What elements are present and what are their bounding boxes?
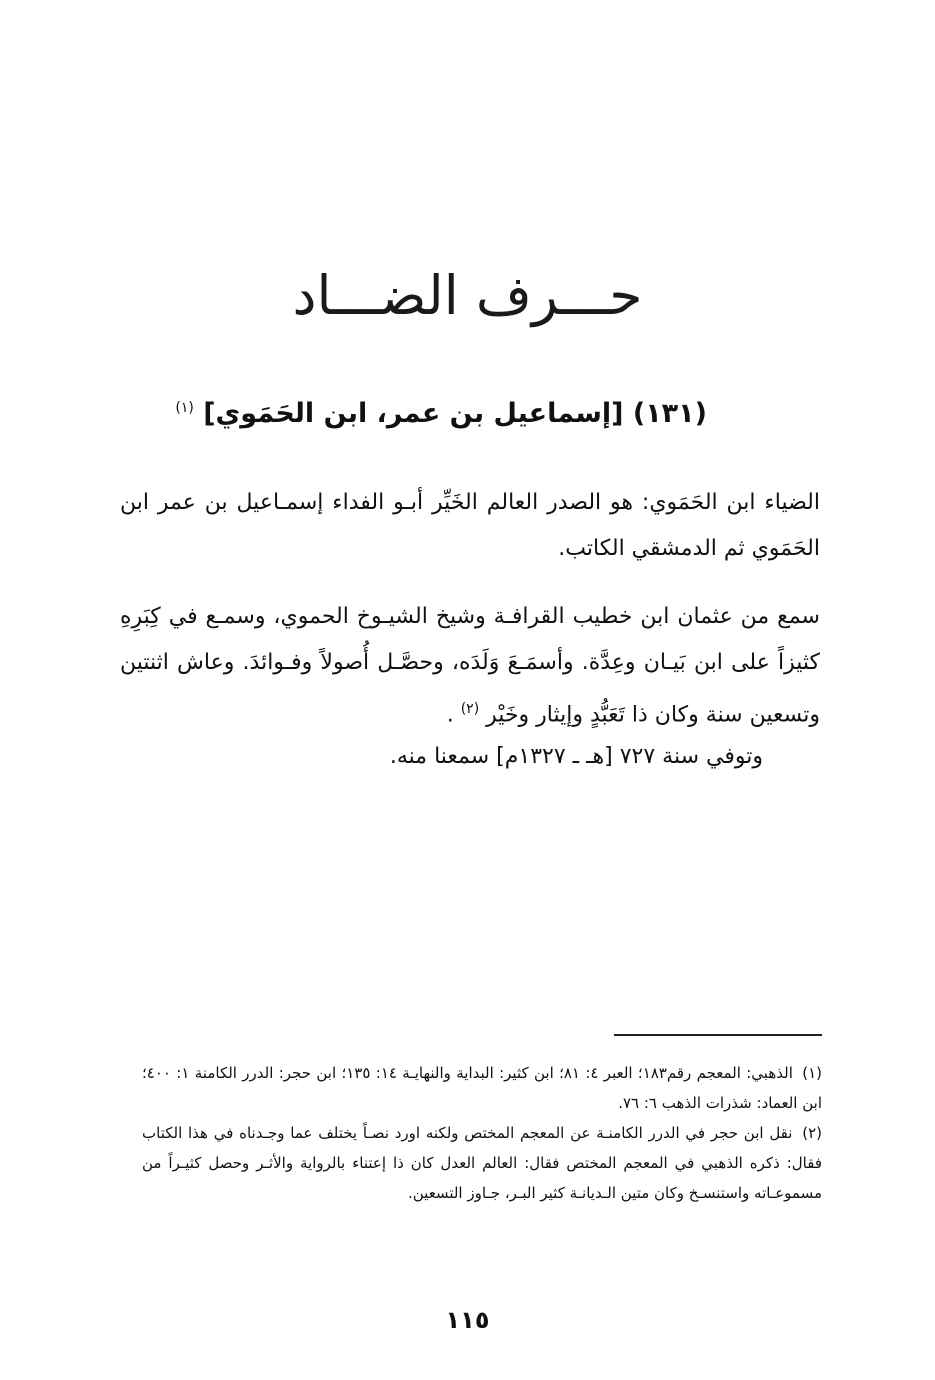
footnote-ref-2: (٢) <box>460 701 480 717</box>
entry-heading-text: (١٣١) [إسماعيل بن عمر، ابن الحَمَوي] <box>203 398 707 429</box>
footnote-1 <box>142 1058 822 1118</box>
footnote-1-number: (١) <box>802 1064 822 1082</box>
footnote-divider <box>614 1034 822 1036</box>
entry-heading <box>175 398 707 429</box>
paragraph-2-end: . <box>446 702 454 728</box>
footnote-ref-1: (١) <box>175 400 194 416</box>
paragraph-2 <box>120 594 820 738</box>
footnote-2-number: (٢) <box>802 1124 822 1142</box>
footnotes <box>142 1058 822 1208</box>
footnote-2 <box>142 1118 822 1208</box>
footnote-2-text: نقل ابن حجر في الدرر الكامنـة عن المعجم المختص ولكنه اورد نصـاً يختلف عما وجـدناه في هذا الكتاب فقال: ذكره الذهبي في المعجم المختص فقال: العالم العدل كان ذا إعتناء بالرواية والأثـر وحصل كثيـراً من مسموعـاته واستنسـخ وكان متين الـديانـة كثير البـر، جـاوز التسعين. <box>142 1124 822 1202</box>
footnote-1-text: الذهبي: المعجم رقم١٨٣؛ العبر ٤: ٨١؛ ابن كثير: البداية والنهايـة ١٤: ١٣٥؛ ابن حجر: الدرر الكامنة ١: ٤٠٠؛ ابن العماد: شذرات الذهب ٦: ٧٦. <box>142 1064 822 1112</box>
paragraph-1: الضياء ابن الحَمَوي: هو الصدر العالم الخَيِّر أبـو الفداء إسمـاعيل بن عمر ابن الحَمَوي ثم الدمشقي الكاتب. <box>120 490 820 561</box>
paragraph-3: وتوفي سنة ٧٢٧ [هـ ـ ١٣٢٧م] سمعنا منه. <box>389 744 763 769</box>
chapter-title: حـــرف الضـــاد <box>292 264 643 328</box>
paragraph-2-text: سمع من عثمان ابن خطيب القرافـة وشيخ الشيـوخ الحموي، وسمـع في كِبَرِهِ كثيزاً على ابن بَيـان وعِدَّة. وأسمَـعَ وَلَدَه، وحصَّـل أُصولاً وفـوائدَ. وعاش اثنتين وتسعين سنة وكان ذا تَعَبُّدٍ وإيثار وخَيْر <box>120 604 820 728</box>
page-number: ١١٥ <box>445 1306 490 1334</box>
